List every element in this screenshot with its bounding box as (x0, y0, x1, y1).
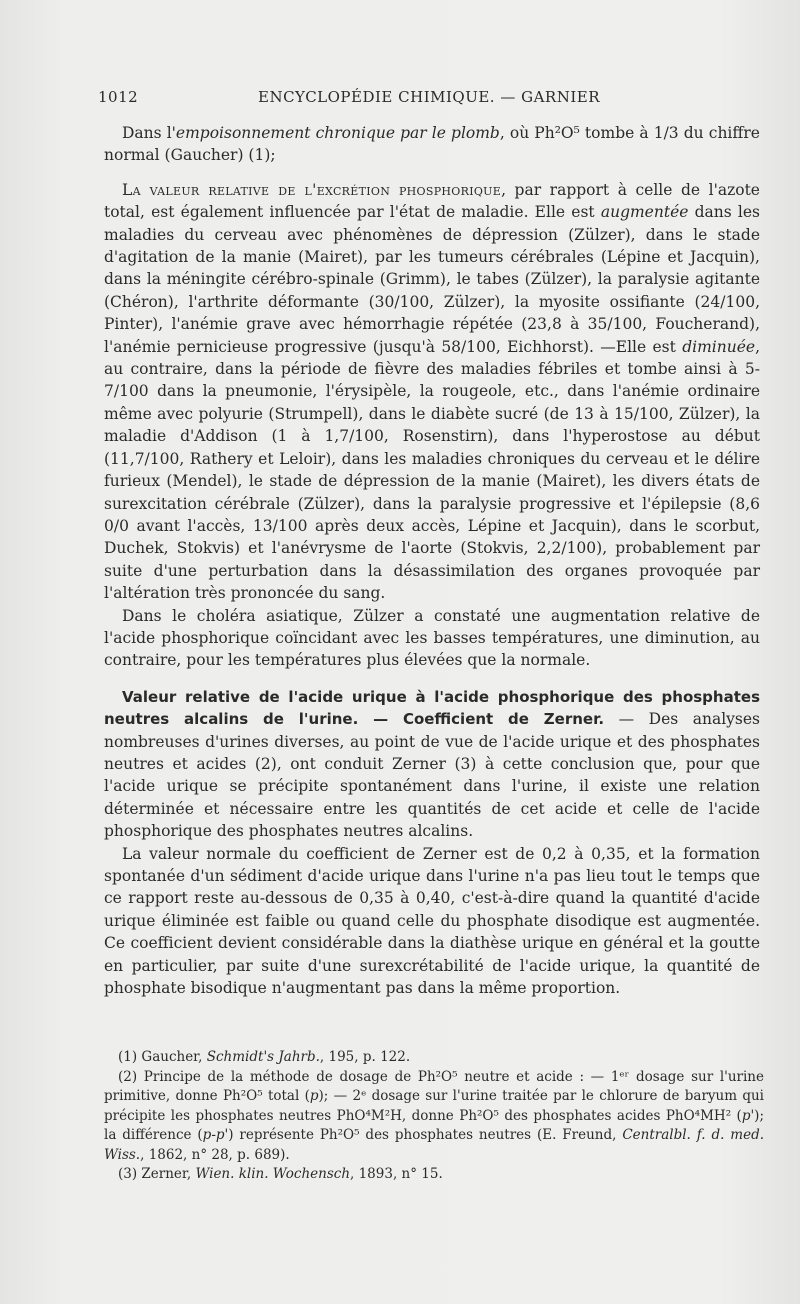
paragraph-normal-value: La valeur normale du coefficient de Zerner est de 0,2 à 0,35, et la formation spontanée d'un sédiment d'acide urique dans l'urine n'a pas lieu tout le temps que ce rapport reste au-dessous de 0,35 à 0,40, c'est-à-dire quand la quantité d'acide urique éliminée est faible ou quand celle du phosphate disodique est augmentée. Ce coefficient devient considérable dans la diathèse urique en général et la goutte en particulier, par suite d'une surexcrétabilité de l'acide urique, la quantité de phosphate bisodique n'augmentant pas dans la même proportion. (104, 844, 760, 998)
main-text (104, 122, 760, 999)
paragraph-lead-poisoning: Dans l'empoisonnement chronique par le plomb, où Ph²O⁵ tombe à 1/3 du chiffre normal (Gaucher) (1); (104, 124, 760, 165)
running-title: ENCYCLOPÉDIE CHIMIQUE. — GARNIER (258, 88, 601, 106)
paragraph-zerner-coefficient: Valeur relative de l'acide urique à l'acide phosphorique des phosphates neutres alcalins de l'urine. — Coefficient de Zerner. — Des analyses nombreuses d'urines diverses, au point de vue de l'acide urique et des phosphates neutres et acides (2), ont conduit Zerner (3) à cette conclusion que, pour que l'acide urique se précipite spontanément dans l'urine, il existe une relation déterminée et nécessaire entre les quantités de cet acide et celle de l'acide phosphorique des phosphates neutres alcalins. (104, 687, 760, 841)
paragraph-cholera: Dans le choléra asiatique, Zülzer a constaté une augmentation relative de l'acide phosphorique coïncidant avec les basses températures, une diminution, au contraire, pour les températures plus élevées que la normale. (104, 606, 760, 670)
footnotes (104, 1048, 764, 1185)
page-header (98, 88, 760, 110)
page-number: 1012 (98, 88, 139, 106)
footnote-2: (2) Principe de la méthode de dosage de Ph²O⁵ neutre et acide : — 1ᵉʳ dosage sur l'urine primitive, donne Ph²O⁵ total (p); — 2ᵉ dosage sur l'urine traitée par le chlorure de baryum qui précipite les phosphates neutres PhO⁴M²H, donne Ph²O⁵ des phosphates acides PhO⁴MH² (p'); la différence (p-p') représente Ph²O⁵ des phosphates neutres (E. Freund, Centralbl. f. d. med. Wiss., 1862, n° 28, p. 689). (104, 1068, 765, 1163)
section-heading: Valeur relative de l'acide urique à l'acide phosphorique des phosphates neutres alcalins de l'urine. — Coefficient de Zerner. (104, 687, 760, 729)
footnote-3: (3) Zerner, Wien. klin. Wochensch, 1893, n° 15. (118, 1166, 443, 1182)
emphasis-text: empoisonnement chronique par le plomb (175, 124, 500, 142)
emphasis-text: diminuée (682, 337, 756, 356)
footnote-1: (1) Gaucher, Schmidt's Jahrb., 195, p. 122. (118, 1049, 411, 1065)
section-lead: La valeur relative de l'excrétion phosphorique (122, 180, 502, 199)
paragraph-phosphoric-excretion: La valeur relative de l'excrétion phosphorique, par rapport à celle de l'azote total, est également influencée par l'état de maladie. Elle est augmentée dans les maladies du cerveau avec phénomènes de dépression (Zülzer), dans le stade d'agitation de la manie (Mairet), par les tumeurs cérébrales (Lépine et Jacquin), dans la méningite cérébro-spinale (Grimm), le tabes (Zülzer), la paralysie agitante (Chéron), l'arthrite déformante (30/100, Zülzer), la myosite ossifiante (24/100, Pinter), l'anémie grave avec hémorrhagie répétée (23,8 à 35/100, Foucherand), l'anémie pernicieuse progressive (jusqu'à 58/100, Eichhorst). —Elle est diminuée, au contraire, dans la période de fièvre des maladies fébriles et tombe ainsi à 5-7/100 dans la pneumonie, l'érysipèle, la rougeole, etc., dans l'anémie ordinaire même avec polyurie (Strumpell), dans le diabète sucré (de 13 à 15/100, Zülzer), la maladie d'Addison (1 à 1,7/100, Rosenstirn), dans l'hyperostose au début (11,7/100, Rathery et Leloir), dans les maladies chroniques du cerveau et le délire furieux (Mendel), le stade de dépression de la manie (Mairet), les divers états de surexcitation cérébrale (Zülzer), dans la paralysie progressive et l'épilepsie (8,6 0/0 avant l'accès, 13/100 après deux accès, Lépine et Jacquin), dans le scorbut, Duchek, Stokvis) et l'anévrysme de l'aorte (Stokvis, 2,2/100), probablement par suite d'une perturbation dans la désassimilation des organes provoquée par l'altération très prononcée du sang. (104, 180, 760, 603)
emphasis-text: augmentée (600, 203, 689, 222)
